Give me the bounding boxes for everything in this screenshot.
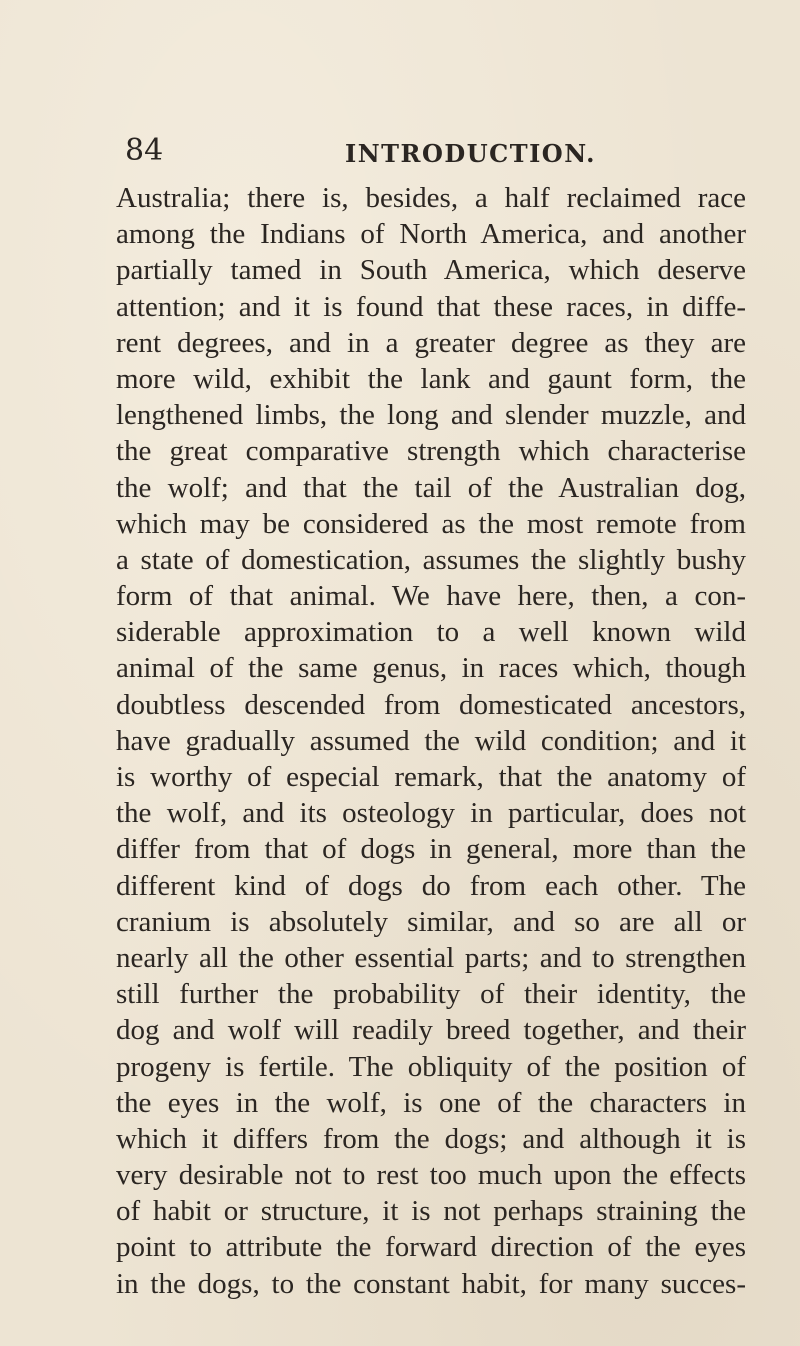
text-line: among the Indians of North America, and another bbox=[116, 218, 746, 251]
text-line: differ from that of dogs in general, more than the bbox=[116, 833, 746, 866]
text-line: of habit or structure, it is not perhaps straining the bbox=[116, 1195, 746, 1228]
text-line: the eyes in the wolf, is one of the characters in bbox=[116, 1086, 746, 1119]
text-line: partially tamed in South America, which deserve bbox=[116, 254, 746, 287]
text-line: dog and wolf will readily breed together, and their bbox=[116, 1014, 746, 1047]
text-line: doubtless descended from domesticated ancestors, bbox=[116, 688, 746, 721]
text-line: which it differs from the dogs; and although it is bbox=[116, 1122, 746, 1155]
text-line: siderable approximation to a well known wild bbox=[116, 616, 746, 649]
text-line: the wolf, and its osteology in particular, does not bbox=[116, 797, 746, 830]
page-number: 84 bbox=[125, 133, 164, 168]
text-line: in the dogs, to the constant habit, for many succes- bbox=[116, 1267, 746, 1300]
text-line: cranium is absolutely similar, and so are all or bbox=[116, 905, 746, 938]
text-line: nearly all the other essential parts; and to strengthen bbox=[116, 941, 746, 974]
text-line: which may be considered as the most remote from bbox=[116, 507, 746, 540]
body-text bbox=[116, 180, 746, 1302]
text-line: still further the probability of their identity, the bbox=[116, 978, 746, 1011]
text-line: point to attribute the forward direction of the eyes bbox=[116, 1231, 746, 1264]
text-line: different kind of dogs do from each other. The bbox=[116, 869, 746, 902]
text-line: more wild, exhibit the lank and gaunt form, the bbox=[116, 362, 746, 395]
text-line: attention; and it is found that these races, in diffe- bbox=[116, 290, 746, 323]
text-line: the wolf; and that the tail of the Australian dog, bbox=[116, 471, 746, 504]
text-line: very desirable not to rest too much upon the effects bbox=[116, 1159, 746, 1192]
text-line: the great comparative strength which characterise bbox=[116, 435, 746, 468]
text-line: a state of domestication, assumes the slightly bushy bbox=[116, 543, 746, 576]
text-line: lengthened limbs, the long and slender muzzle, and bbox=[116, 399, 746, 432]
running-head: INTRODUCTION. bbox=[345, 139, 596, 168]
text-line: form of that animal. We have here, then, a con- bbox=[116, 580, 746, 613]
page-header bbox=[125, 133, 745, 173]
text-line: is worthy of especial remark, that the anatomy of bbox=[116, 761, 746, 793]
text-line: rent degrees, and in a greater degree as they are bbox=[116, 326, 746, 359]
text-line: Australia; there is, besides, a half reclaimed race bbox=[116, 182, 746, 214]
text-line: animal of the same genus, in races which, though bbox=[116, 652, 746, 685]
text-line: progeny is fertile. The obliquity of the position of bbox=[116, 1050, 746, 1083]
text-line: have gradually assumed the wild condition; and it bbox=[116, 724, 746, 757]
